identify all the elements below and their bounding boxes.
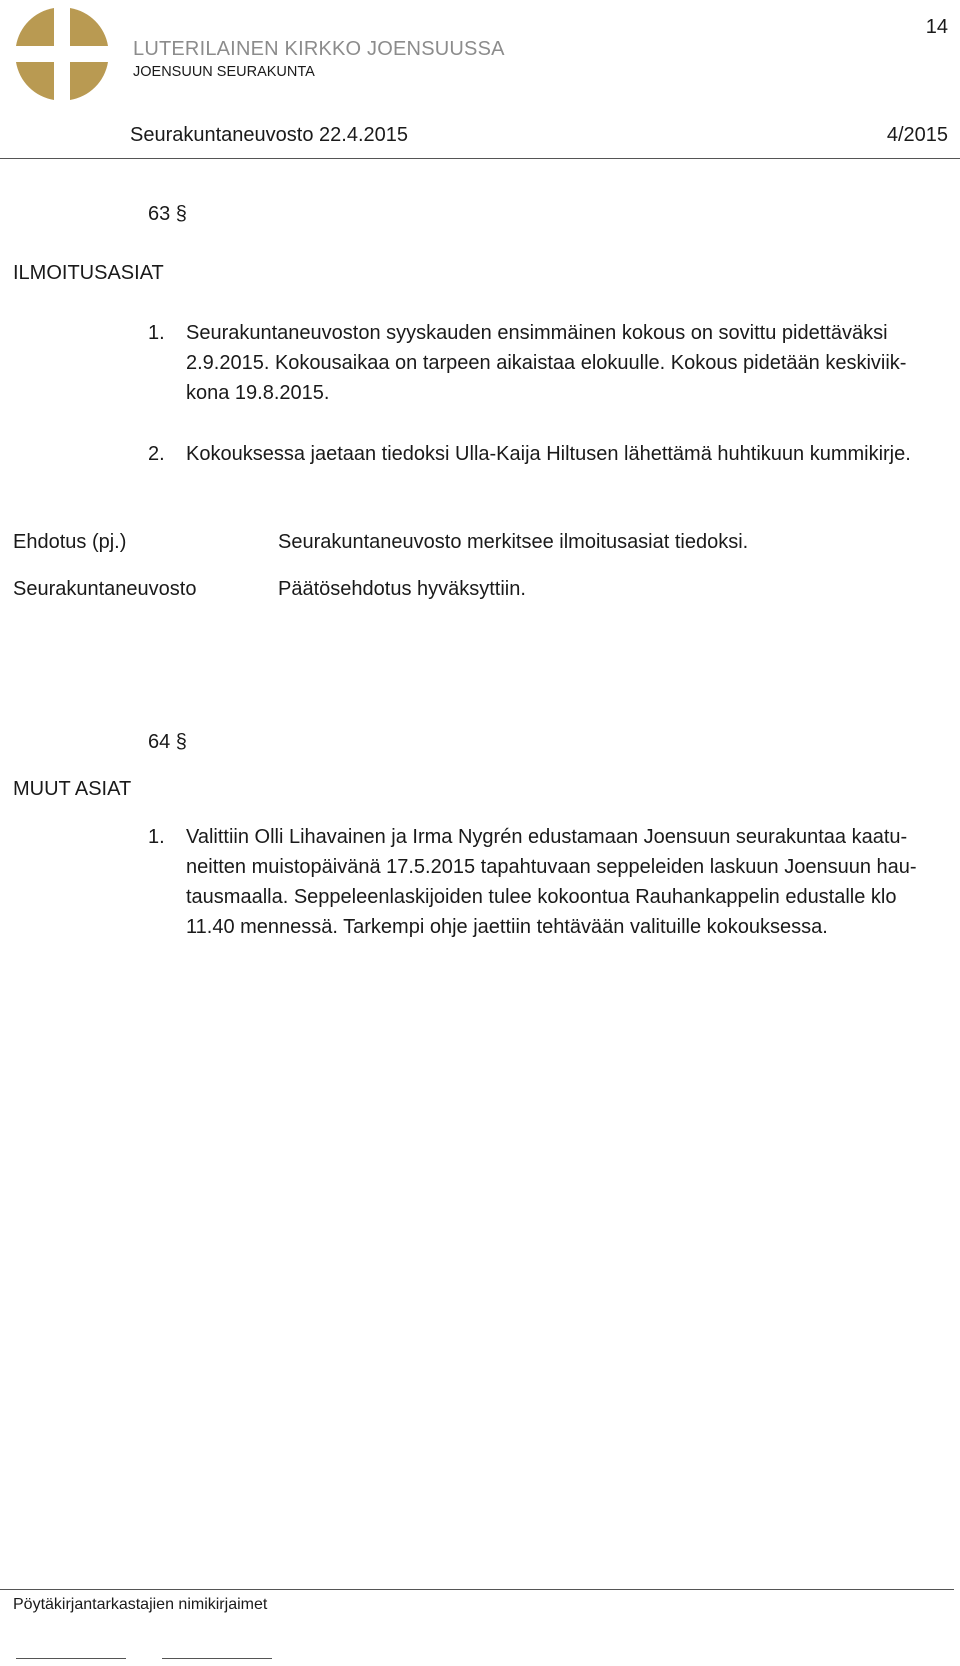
section-number: 64 § — [148, 731, 187, 753]
proposal-text: Seurakuntaneuvosto merkitsee ilmoitusasiat tiedoksi. — [278, 531, 749, 553]
item-text-line: Seurakuntaneuvoston syyskauden ensimmäinen kokous on sovittu pidettäväksi — [186, 322, 888, 344]
cross-emblem-icon — [14, 6, 110, 102]
item-text-line: kona 19.8.2015. — [186, 382, 330, 404]
signature-label: Pöytäkirjantarkastajien nimikirjaimet — [13, 1596, 268, 1613]
item-text-line: tausmaalla. Seppeleenlaskijoiden tulee kokoontua Rauhankappelin edustalle klo — [186, 886, 897, 908]
header-divider — [0, 158, 960, 159]
proposal-label: Ehdotus (pj.) — [13, 531, 127, 553]
item-text-line: Valittiin Olli Lihavainen ja Irma Nygrén edustamaan Joensuun seurakuntaa kaatu- — [186, 826, 908, 848]
item-number: 1. — [148, 826, 165, 848]
list-item — [148, 822, 948, 942]
decision-label: Seurakuntaneuvosto — [13, 578, 197, 600]
signature-line — [16, 1658, 126, 1659]
item-text-line: 11.40 mennessä. Tarkempi ohje jaettiin tehtävään valituille kokouksessa. — [186, 916, 828, 938]
list-item — [148, 318, 948, 408]
item-text-line: Kokouksessa jaetaan tiedoksi Ulla-Kaija Hiltusen lähettämä huhtikuun kummikirje. — [186, 443, 911, 465]
page-number: 14 — [925, 16, 948, 38]
issue-number: 4/2015 — [886, 124, 948, 146]
list-item — [148, 439, 948, 469]
meeting-title: Seurakuntaneuvosto 22.4.2015 — [130, 124, 408, 146]
item-text-line: 2.9.2015. Kokousaikaa on tarpeen aikaistaa elokuulle. Kokous pidetään keskiviik- — [186, 352, 907, 374]
item-number: 2. — [148, 443, 165, 465]
org-subname: JOENSUUN SEURAKUNTA — [133, 64, 315, 80]
section-heading: ILMOITUSASIAT — [13, 262, 164, 284]
org-name: LUTERILAINEN KIRKKO JOENSUUSSA — [133, 38, 505, 60]
item-text-line: neitten muistopäivänä 17.5.2015 tapahtuvaan seppeleiden laskuun Joensuun hau- — [186, 856, 917, 878]
signature-line — [162, 1658, 272, 1659]
footer-divider — [0, 1589, 954, 1590]
decision-text: Päätösehdotus hyväksyttiin. — [278, 578, 526, 600]
section-heading: MUUT ASIAT — [13, 778, 132, 800]
section-number: 63 § — [148, 203, 187, 225]
item-number: 1. — [148, 322, 165, 344]
